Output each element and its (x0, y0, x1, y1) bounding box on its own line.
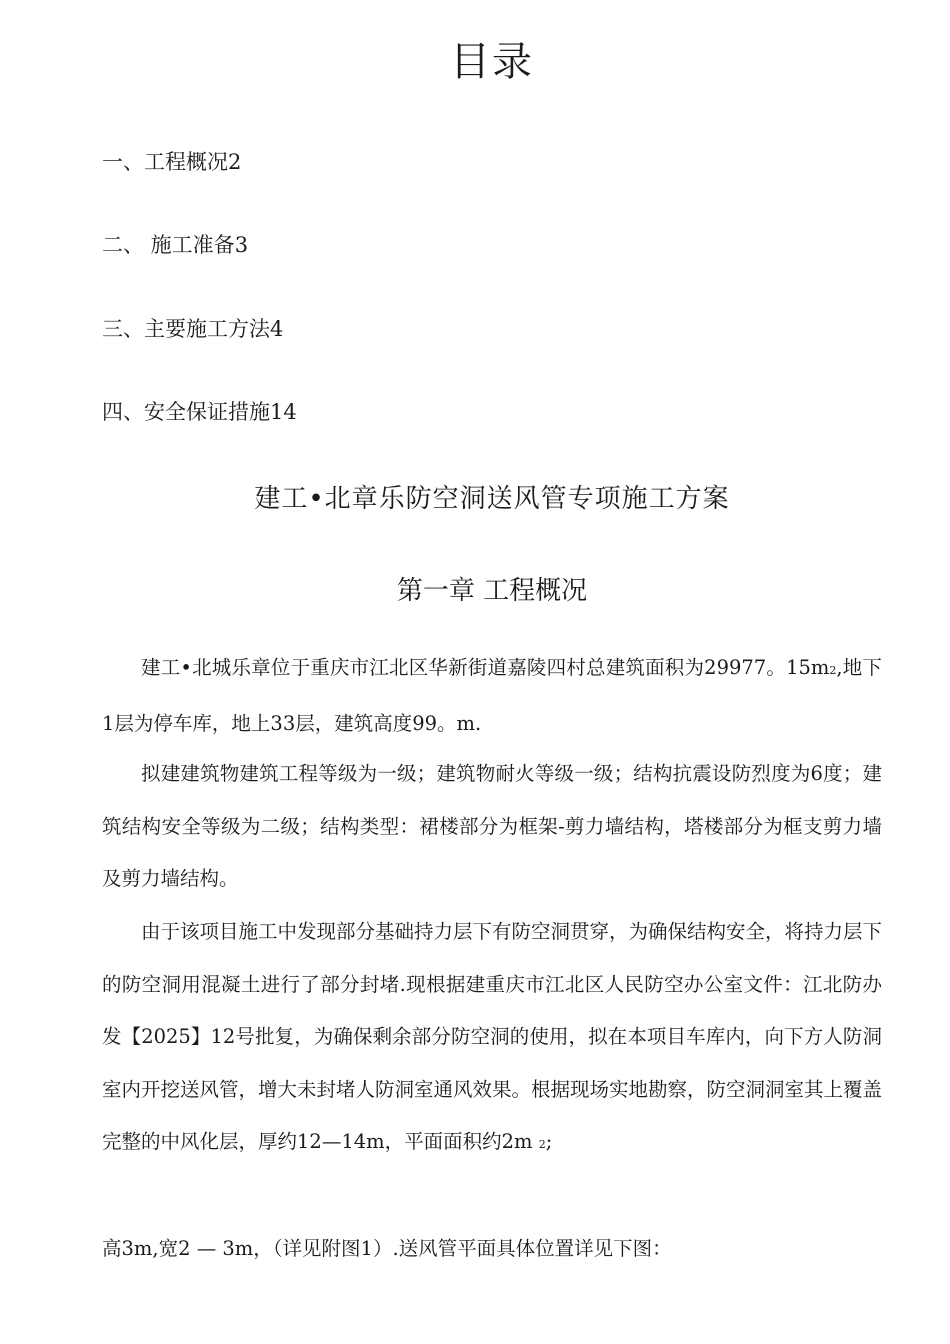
toc-item-page: 14 (270, 400, 297, 424)
paragraph-tail: ,地下1层为停车库，地上33层，建筑高度99。m. (102, 656, 882, 735)
superscript-unit: 2 (538, 1138, 546, 1151)
toc-item-label: 一、工程概况 (102, 150, 228, 174)
paragraph-text: 由于该项目施工中发现部分基础持力层下有防空洞贯穿，为确保结构安全，将持力层下的防空洞用混凝土进行了部分封堵.现根据建重庆市江北区人民防空办公室文件：江北防办发【2025】12号批复，为确保剩余部分防空洞的使用，拟在本项目车库内，向下方人防洞室内开挖送风管，增大未封堵人防洞室通风效果。根据现场实地勘察，防空洞洞室其上覆盖完整的中风化层，厚约12—14m，平面面积约2m (102, 920, 883, 1153)
chapter-title: 第一章 工程概况 (396, 576, 588, 606)
paragraph-4: 高3m,宽2 — 3m，（详见附图1）.送风管平面具体位置详见下图： (102, 1237, 672, 1260)
toc-item-1[interactable] (102, 146, 241, 176)
toc-item-4[interactable] (102, 396, 297, 426)
paragraph-text: 建工•北城乐章位于重庆市江北区华新街道嘉陵四村总建筑面积为29977。15m (141, 656, 830, 679)
paragraph-1 (102, 642, 882, 750)
superscript-unit: 2 (829, 664, 837, 677)
toc-item-page: 2 (228, 150, 242, 174)
toc-item-label: 三、主要施工方法 (102, 317, 270, 341)
toc-title: 目录 (450, 39, 534, 85)
toc-item-2[interactable] (102, 229, 248, 259)
toc-item-3[interactable] (102, 313, 283, 343)
toc-item-label: 四、安全保证措施 (102, 400, 270, 424)
toc-item-page: 4 (270, 317, 284, 341)
document-title: 建工•北章乐防空洞送风管专项施工方案 (254, 484, 730, 514)
toc-item-page: 3 (234, 233, 249, 257)
paragraph-2: 拟建建筑物建筑工程等级为一级；建筑物耐火等级一级；结构抗震设防烈度为6度；建筑结构安全等级为二级；结构类型：裙楼部分为框架-剪力墙结构，塔楼部分为框支剪力墙及剪力墙结构。 (102, 762, 882, 890)
paragraph-3 (102, 906, 882, 1172)
toc-item-label: 二、 施工准备 (102, 233, 235, 257)
paragraph-tail: ; (545, 1130, 553, 1153)
